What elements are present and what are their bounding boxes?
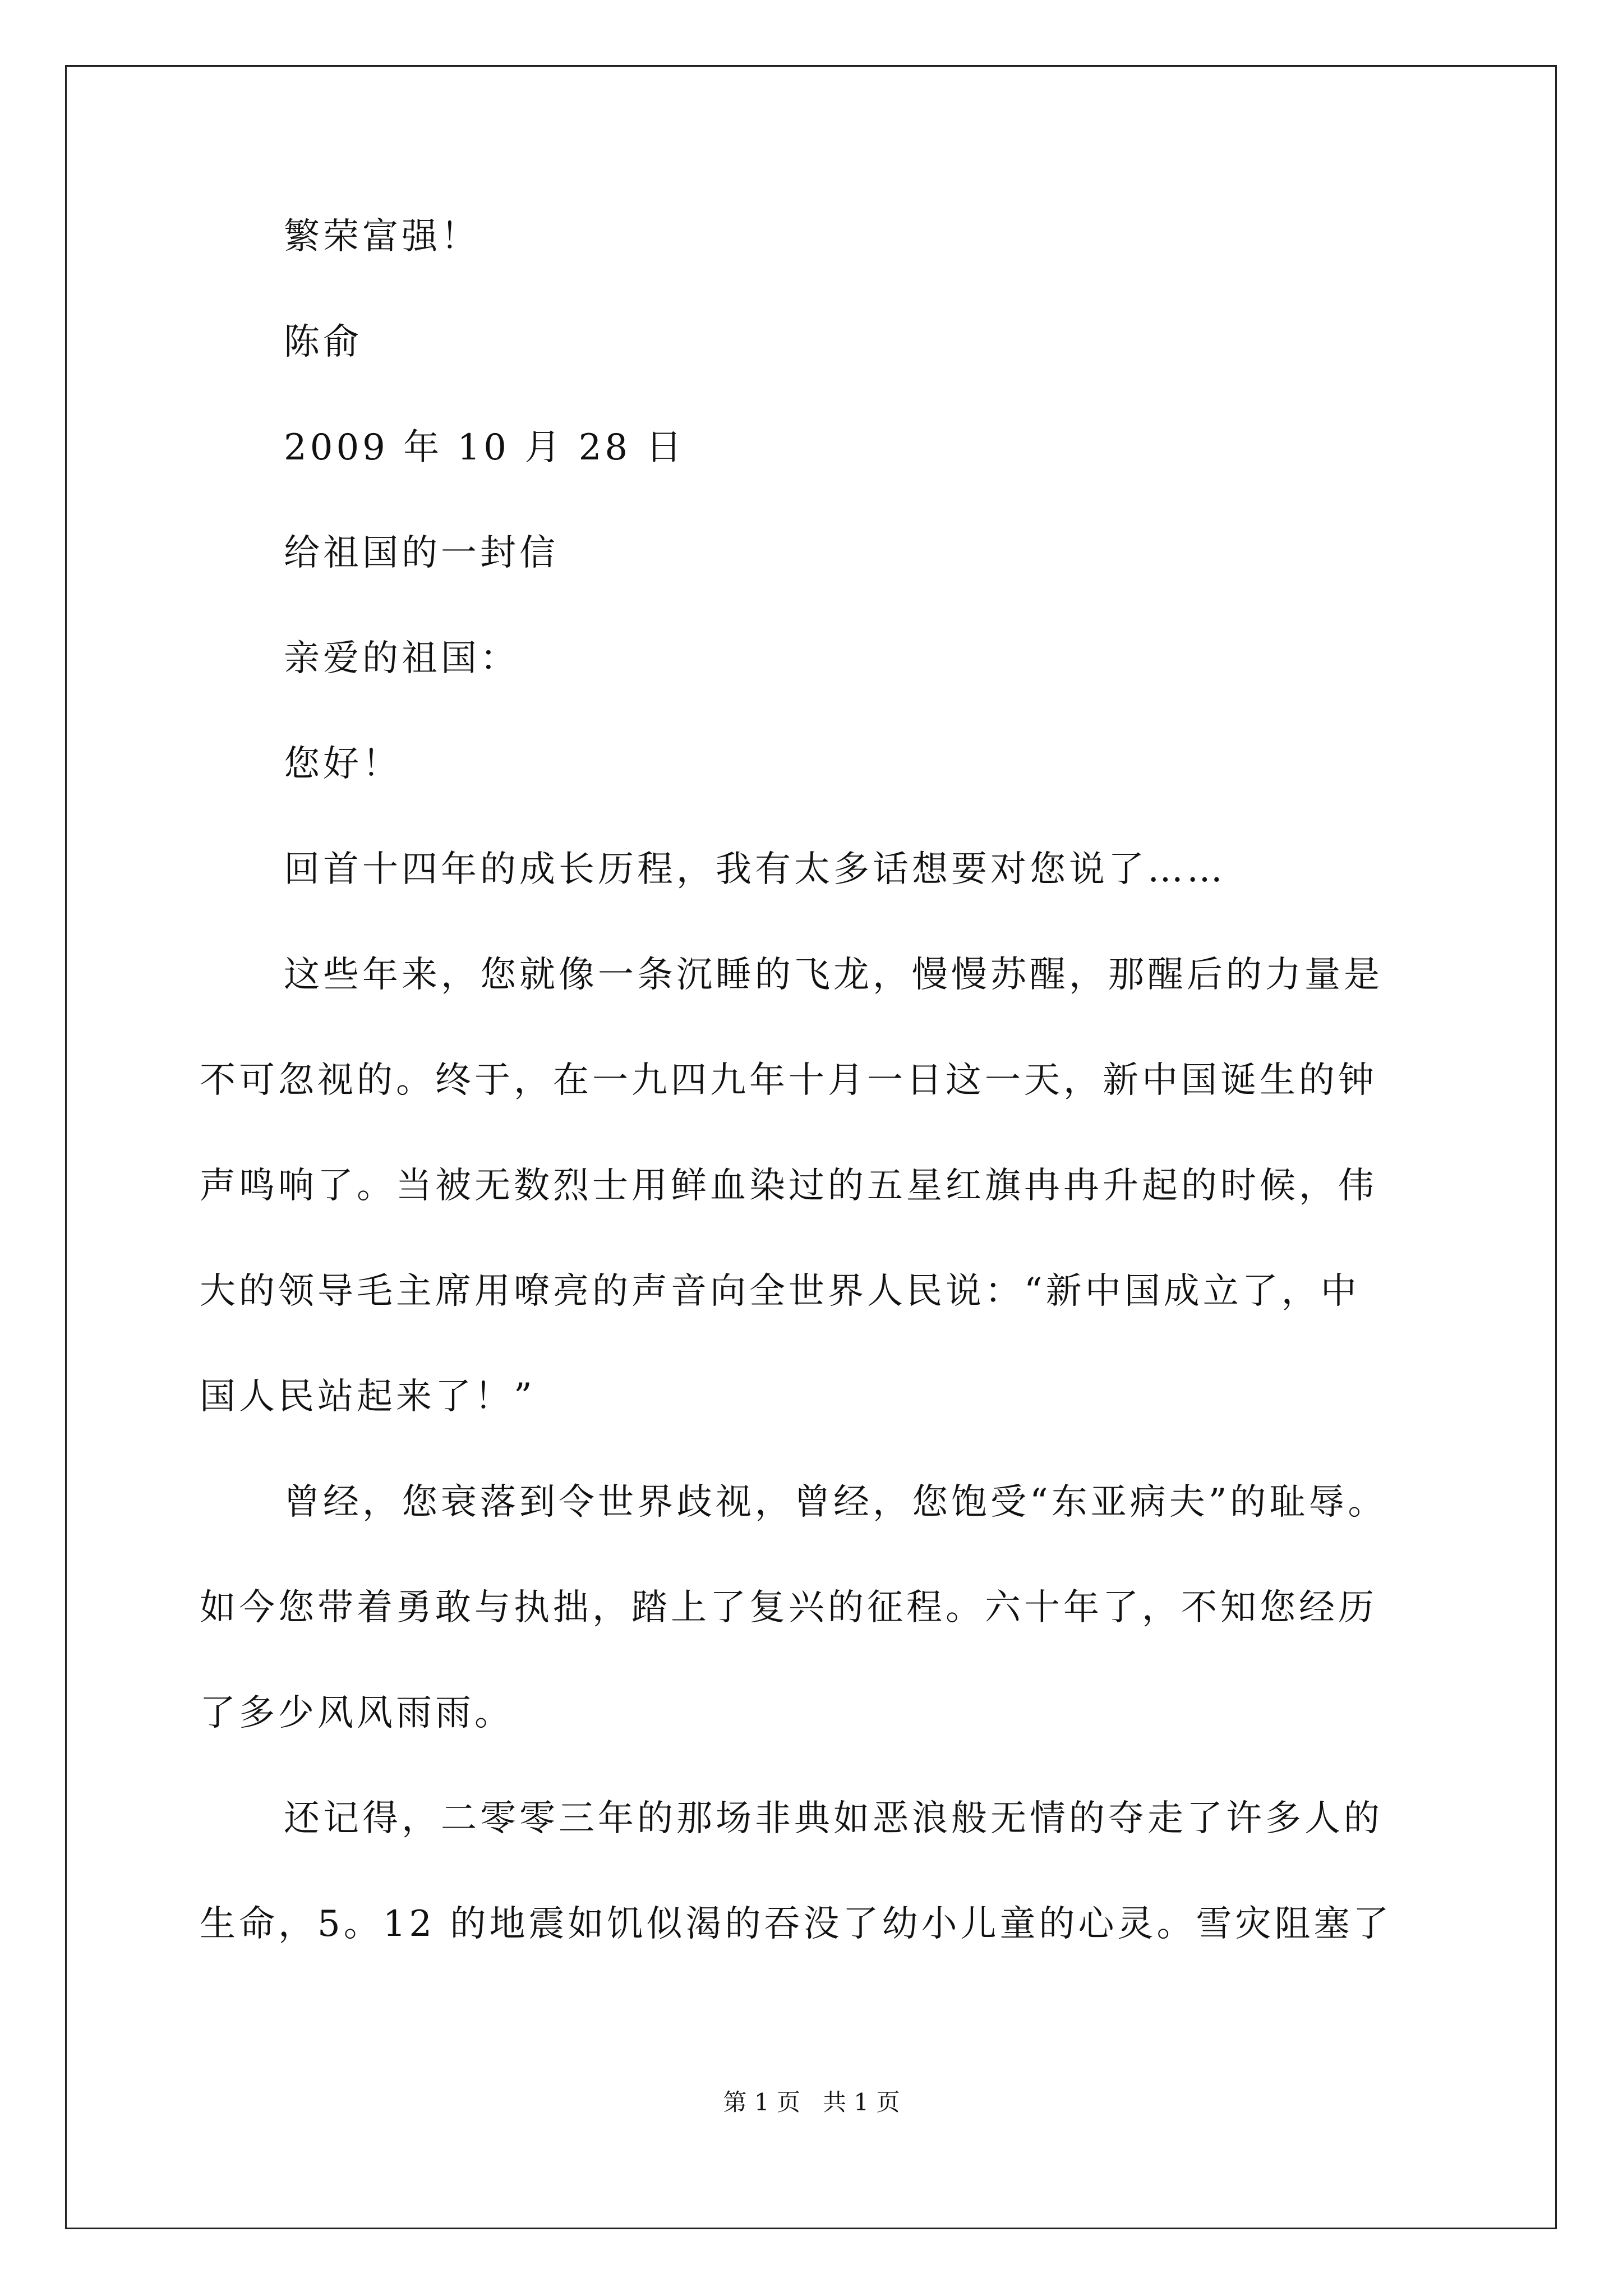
text-line-closing: 繁荣富强！	[284, 216, 480, 257]
text-line-paragraph-2-line-4: 大的领导毛主席用嘹亮的声音向全世界人民说：“新中国成立了，中	[200, 1271, 1360, 1312]
text-line-paragraph-2-line-5: 国人民站起来了！”	[200, 1376, 536, 1418]
text-line-letter-title: 给祖国的一封信	[284, 532, 559, 574]
text-line-date: 2009 年 10 月 28 日	[284, 427, 685, 468]
text-line-paragraph-3-line-3: 了多少风风雨雨。	[200, 1692, 514, 1734]
text-line-paragraph-3-line-1: 曾经，您衰落到令世界歧视，曾经，您饱受“东亚病夫”的耻辱。	[284, 1481, 1387, 1523]
text-line-paragraph-4-line-2: 生命，5。12 的地震如饥似渴的吞没了幼小儿童的心灵。雪灾阻塞了	[200, 1903, 1393, 1945]
text-line-paragraph-2-line-2: 不可忽视的。终于，在一九四九年十月一日这一天，新中国诞生的钟	[200, 1060, 1377, 1101]
text-line-paragraph-2-line-3: 声鸣响了。当被无数烈士用鲜血染过的五星红旗冉冉升起的时候，伟	[200, 1165, 1377, 1207]
text-line-signature: 陈俞	[284, 321, 362, 363]
page-number-footer: 第 1 页 共 1 页	[723, 2088, 900, 2116]
text-line-paragraph-4-line-1: 还记得，二零零三年的那场非典如恶浪般无情的夺走了许多人的	[284, 1798, 1383, 1839]
text-line-paragraph-1: 回首十四年的成长历程，我有太多话想要对您说了……	[284, 849, 1226, 890]
text-line-salutation: 亲爱的祖国：	[284, 638, 519, 679]
text-line-paragraph-2-line-1: 这些年来，您就像一条沉睡的飞龙，慢慢苏醒，那醒后的力量是	[284, 954, 1383, 996]
text-line-paragraph-3-line-2: 如今您带着勇敢与执拙，踏上了复兴的征程。六十年了，不知您经历	[200, 1587, 1377, 1628]
text-line-greeting: 您好！	[284, 743, 402, 785]
